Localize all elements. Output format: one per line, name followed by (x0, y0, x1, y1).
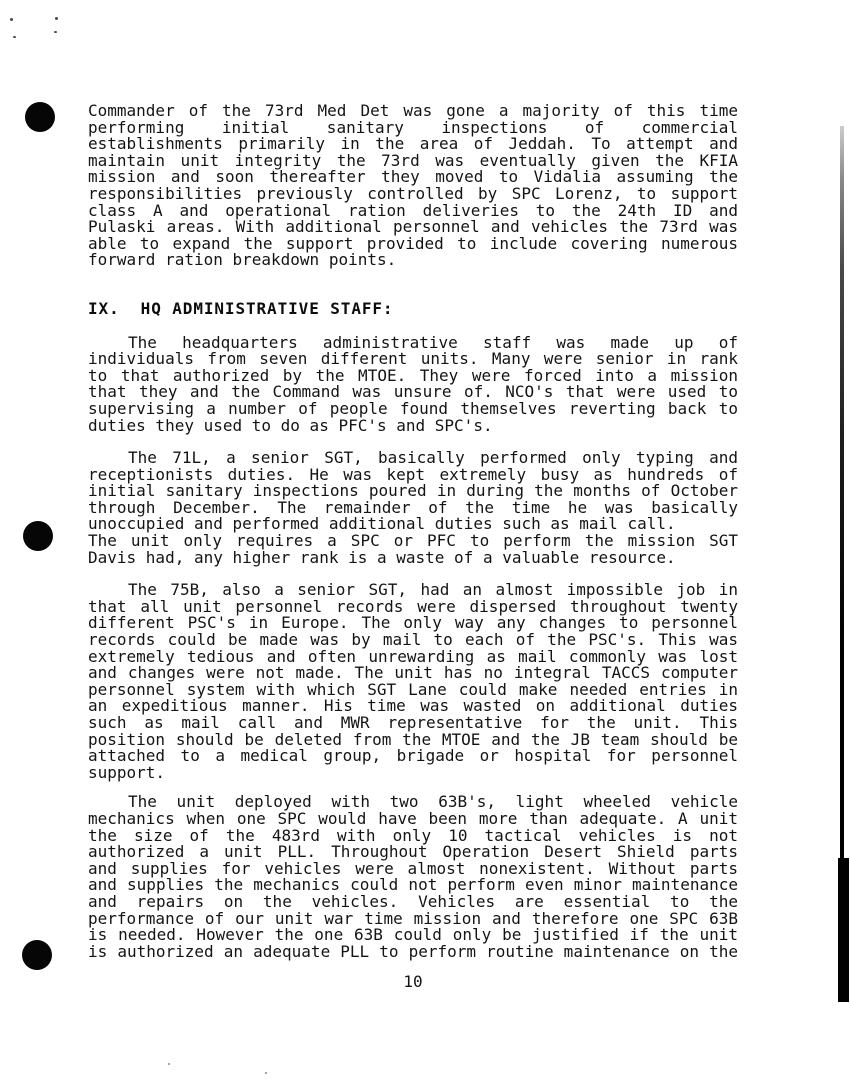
text-line: establishments primarily in the area of Jeddah. To attempt and (88, 134, 738, 154)
paragraph (88, 582, 738, 781)
text-line: different PSC's in Europe. The only way any changes to personnel (88, 613, 738, 633)
text-line: class A and operational ration deliveries to the 24th ID and (88, 200, 738, 220)
scan-speck (10, 18, 13, 21)
text-line: mission and soon thereafter they moved to Vidalia assuming the (88, 167, 738, 187)
text-line: forward ration breakdown points. (88, 250, 397, 270)
text-line: position should be deleted from the MTOE and the JB team should be (88, 729, 738, 749)
text-line: Davis had, any higher rank is a waste of a valuable resource. (88, 547, 676, 567)
text-line: performance of our unit war time mission and therefore one SPC 63B (88, 908, 738, 928)
text-line: such as mail call and MWR representative for the unit. This (88, 713, 738, 732)
text-line: The 75B, also a senior SGT, had an almost impossible job in (128, 580, 738, 600)
scan-speck (55, 17, 58, 20)
text-block (88, 103, 738, 991)
text-line: maintain unit integrity the 73rd was eventually given the KFIA (88, 150, 738, 170)
text-line: able to expand the support provided to include covering numerous (88, 233, 738, 253)
text-line: performing initial sanitary inspections of commercial (88, 117, 738, 137)
text-line: records could be made was by mail to each of the PSC's. This was (88, 630, 738, 650)
text-line: and supplies the mechanics could not perform even minor maintenance (88, 875, 738, 895)
paragraph (88, 332, 738, 435)
document-body (88, 103, 738, 960)
text-line: an expeditious manner. His time was wasted on additional duties (88, 696, 738, 716)
text-line: The headquarters administrative staff was made up of (128, 332, 738, 352)
paragraph (88, 794, 738, 960)
text-line: duties they used to do as PFC's and SPC's. (88, 415, 493, 435)
scan-edge-streak-thick (838, 858, 849, 1002)
text-line: the size of the 483rd with only 10 tactical vehicles is not (88, 825, 738, 845)
scan-speck (54, 31, 57, 33)
text-line: through December. The remainder of the time he was basically (88, 497, 738, 517)
text-line: that all unit personnel records were dispersed throughout twenty (88, 596, 738, 616)
text-line: that they and the Command was unsure of. NCO's that were used to (88, 382, 738, 402)
text-line: supervising a number of people found themselves reverting back to (88, 398, 738, 418)
text-line: mechanics when one SPC would have been more than adequate. A unit (88, 808, 738, 828)
punch-hole-mark (23, 521, 53, 551)
punch-hole-mark (25, 102, 55, 132)
text-line: is authorized an adequate PLL to perform routine maintenance on the (88, 941, 738, 961)
text-line: The unit only requires a SPC or PFC to perform the mission SGT (88, 531, 738, 551)
punch-hole-mark (22, 940, 52, 970)
text-line: personnel system with which SGT Lane could make needed entries in (88, 679, 738, 699)
text-line: authorized a unit PLL. Throughout Operation Desert Shield parts (88, 842, 738, 862)
scan-speck (265, 1072, 267, 1074)
text-line: individuals from seven different units. Many were senior in rank (88, 349, 738, 369)
text-line: extremely tedious and often unrewarding as mail commonly was lost (88, 646, 738, 666)
text-line: Pulaski areas. With additional personnel and vehicles the 73rd was (88, 217, 738, 237)
text-line: The 71L, a senior SGT, basically performed only typing and (128, 448, 738, 468)
text-line: receptionists duties. He was kept extremely busy as hundreds of (88, 464, 738, 484)
text-line: initial sanitary inspections poured in during the months of October (88, 481, 738, 501)
text-line: and changes were not made. The unit has no integral TACCS computer (88, 663, 738, 683)
page-number: 10 (403, 972, 423, 992)
scan-speck (168, 1063, 170, 1065)
text-line: Commander of the 73rd Med Det was gone a majority of this time (88, 101, 738, 120)
text-line: and repairs on the vehicles. Vehicles are essential to the (88, 891, 738, 911)
text-line: unoccupied and performed additional duties such as mail call. (88, 514, 676, 534)
paragraph (88, 103, 738, 269)
text-line: is needed. However the one 63B could only be justified if the unit (88, 925, 738, 945)
paragraph (88, 450, 738, 566)
text-line: The unit deployed with two 63B's, light wheeled vehicle (128, 792, 738, 812)
scan-speck (13, 36, 16, 38)
text-line: attached to a medical group, brigade or hospital for personnel (88, 746, 738, 766)
text-line: responsibilities previously controlled by SPC Lorenz, to support (88, 183, 738, 203)
text-line: support. (88, 762, 166, 782)
text-line: and supplies for vehicles were almost nonexistent. Without parts (88, 858, 738, 878)
section-heading: IX. HQ ADMINISTRATIVE STAFF: (88, 298, 394, 318)
text-line: to that authorized by the MTOE. They were forced into a mission (88, 365, 738, 385)
